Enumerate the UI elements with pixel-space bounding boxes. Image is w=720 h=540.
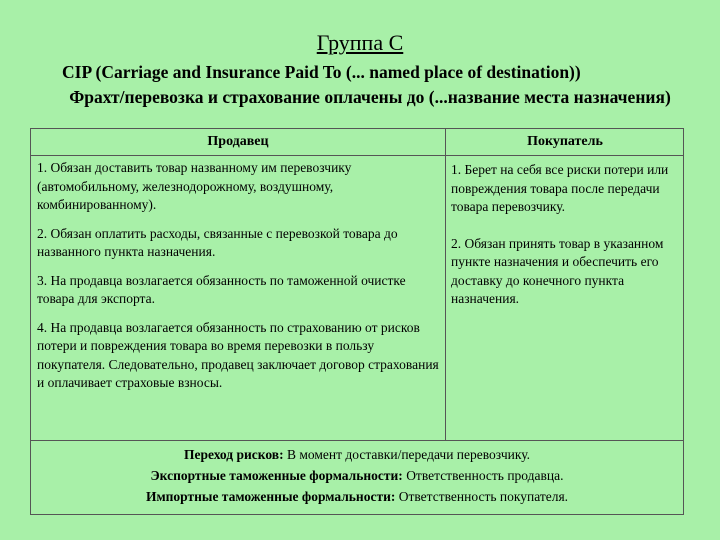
group-title: Группа С [316, 30, 404, 55]
footer-divider [31, 440, 683, 441]
term-russian: Фрахт/перевозка и страхование оплачены до (...название места назначения) [69, 87, 671, 107]
term-english: CIP (Carriage and Insurance Paid To (... named place of destination)) [62, 62, 581, 82]
risk-transfer-label: Переход рисков: [183, 447, 284, 462]
buyer-item-1: 1. Берет на себя все риски потери или повреждения товара после передачи товара перевозчику. [451, 162, 669, 214]
seller-item-3: 3. На продавца возлагается обязанность по таможенной очистке товара для экспорта. [37, 272, 406, 306]
summary-footer [31, 444, 683, 507]
risk-transfer-line [31, 444, 683, 465]
column-divider [445, 129, 446, 440]
export-formalities-line [31, 465, 683, 486]
seller-obligations [37, 159, 443, 403]
import-formalities-label: Импортные таможенные формальности: [145, 489, 396, 504]
seller-item-1: 1. Обязан доставить товар названному им перевозчику (автомобильному, железнодорожному, воздушному, комбинированному). [37, 160, 352, 212]
export-formalities-label: Экспортные таможенные формальности: [150, 468, 403, 483]
header-divider [31, 155, 683, 156]
risk-transfer-value: В момент доставки/передачи перевозчику. [283, 447, 531, 462]
import-formalities-line [31, 486, 683, 507]
buyer-item-2: 2. Обязан принять товар в указанном пункте назначения и обеспечить его доставку до конечного пункта назначения. [451, 235, 664, 306]
seller-item-2: 2. Обязан оплатить расходы, связанные с перевозкой товара до названного пункта назначения. [37, 225, 398, 259]
buyer-obligations [451, 161, 681, 327]
buyer-heading: Покупатель [527, 134, 603, 149]
seller-heading: Продавец [207, 134, 269, 149]
import-formalities-value: Ответственность покупателя. [395, 489, 569, 504]
export-formalities-value: Ответственность продавца. [402, 468, 564, 483]
seller-item-4: 4. На продавца возлагается обязанность по страхованию от рисков потери и повреждения товара во время перевозки в пользу покупателя. Следовательно, продавец заключает договор страхования и оплачивает страховые взносы. [37, 319, 439, 390]
terms-table [30, 128, 684, 515]
